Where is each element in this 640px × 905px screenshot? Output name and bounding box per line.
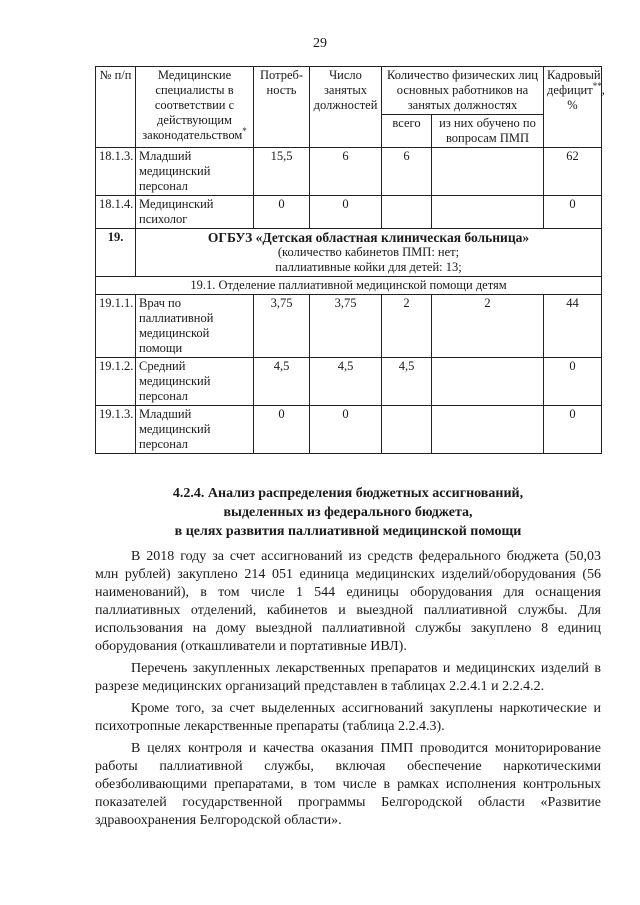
- table-row: [96, 406, 602, 454]
- row-total: 4,5: [382, 358, 432, 406]
- header-occupied: Число занятых должностей: [310, 67, 382, 148]
- subsection-row: [96, 277, 602, 295]
- header-deficit: Кадровый дефицит**, %: [544, 67, 602, 148]
- row-num: 19.1.1.: [96, 295, 136, 358]
- paragraph: Перечень закупленных лекарственных препаратов и медицинских изделий в разрезе медицинских организаций представлен в таблицах 2.2.4.1 и 2.2.4.2.: [95, 661, 601, 694]
- heading-line-1: 4.2.4. Анализ распределения бюджетных ассигнований,: [172, 486, 524, 501]
- header-need: Потреб-ность: [254, 67, 310, 148]
- table-row: [96, 148, 602, 196]
- row-num: 19.1.3.: [96, 406, 136, 454]
- row-deficit: 44: [544, 295, 602, 358]
- row-deficit: 62: [544, 148, 602, 196]
- section-heading: [95, 484, 601, 541]
- row-trained: [432, 358, 544, 406]
- row-need: 15,5: [254, 148, 310, 196]
- header-trained: из них обучено по вопросам ПМП: [432, 115, 544, 148]
- row-occupied: 6: [310, 148, 382, 196]
- header-num: № п/п: [96, 67, 136, 148]
- row-num: 18.1.3.: [96, 148, 136, 196]
- body-text: [95, 548, 601, 834]
- subsection-title: 19.1. Отделение паллиативной медицинской помощи детям: [96, 277, 602, 295]
- row-trained: 2: [432, 295, 544, 358]
- row-occupied: 0: [310, 406, 382, 454]
- row-num: 19.1.2.: [96, 358, 136, 406]
- table-row: [96, 358, 602, 406]
- row-trained: [432, 406, 544, 454]
- row-deficit: 0: [544, 358, 602, 406]
- section-line-1: (количество кабинетов ПМП: нет;: [277, 245, 460, 259]
- staffing-table: [95, 66, 605, 454]
- table-row: [96, 196, 602, 229]
- page-number: 29: [313, 36, 327, 51]
- section-num: 19.: [96, 229, 136, 277]
- heading-line-2: выделенных из федерального бюджета,: [223, 505, 473, 520]
- row-occupied: 0: [310, 196, 382, 229]
- row-name: Младший медицинский персонал: [136, 406, 254, 454]
- row-trained: [432, 148, 544, 196]
- header-row: [96, 67, 602, 115]
- section-cell: [136, 229, 602, 277]
- row-deficit: 0: [544, 406, 602, 454]
- header-specialists: Медицинские специалисты в соответствии с действующим законодательством*: [136, 67, 254, 148]
- row-trained: [432, 196, 544, 229]
- row-need: 4,5: [254, 358, 310, 406]
- row-need: 0: [254, 196, 310, 229]
- section-row: [96, 229, 602, 277]
- row-total: [382, 196, 432, 229]
- section-title: ОГБУЗ «Детская областная клиническая больница»: [207, 230, 530, 245]
- row-total: 2: [382, 295, 432, 358]
- footnote-mark-deficit: **: [592, 80, 602, 91]
- row-need: 3,75: [254, 295, 310, 358]
- heading-line-3: в целях развития паллиативной медицинской помощи: [174, 524, 522, 539]
- table-row: [96, 295, 602, 358]
- header-physical: Количество физических лиц основных работников на занятых должностях: [382, 67, 544, 115]
- row-name: Средний медицинский персонал: [136, 358, 254, 406]
- paragraph: Кроме того, за счет выделенных ассигнований закуплены наркотические и психотропные лекарственные препараты (таблица 2.2.4.3).: [95, 701, 601, 734]
- header-total: всего: [382, 115, 432, 148]
- row-need: 0: [254, 406, 310, 454]
- row-num: 18.1.4.: [96, 196, 136, 229]
- row-name: Младший медицинский персонал: [136, 148, 254, 196]
- section-line-2: паллиативные койки для детей: 13;: [275, 260, 462, 274]
- row-total: 6: [382, 148, 432, 196]
- row-total: [382, 406, 432, 454]
- footnote-mark-specialists: *: [242, 125, 247, 136]
- row-name: Врач по паллиативной медицинской помощи: [136, 295, 254, 358]
- row-deficit: 0: [544, 196, 602, 229]
- paragraph: В 2018 году за счет ассигнований из средств федерального бюджета (50,03 млн рублей) закуплено 214 051 единица медицинских изделий/оборудования (56 наименований), в том числе 1 544 единицы оборудования для оснащения паллиативных отделений, кабинетов и выездной паллиативной службы. Для использования на дому выездной паллиативной службы закуплено 8 единиц оборудования (откашливатели и портативные ИВЛ).: [95, 549, 601, 654]
- row-occupied: 3,75: [310, 295, 382, 358]
- row-occupied: 4,5: [310, 358, 382, 406]
- row-name: Медицинский психолог: [136, 196, 254, 229]
- paragraph: В целях контроля и качества оказания ПМП проводится мониторирование работы паллиативной службы, включая обеспечение наркотическими обезболивающими препаратами, в том числе в рамках исполнения контрольных показателей государственной программы Белгородской области «Развитие здравоохранения Белгородской области».: [95, 741, 601, 828]
